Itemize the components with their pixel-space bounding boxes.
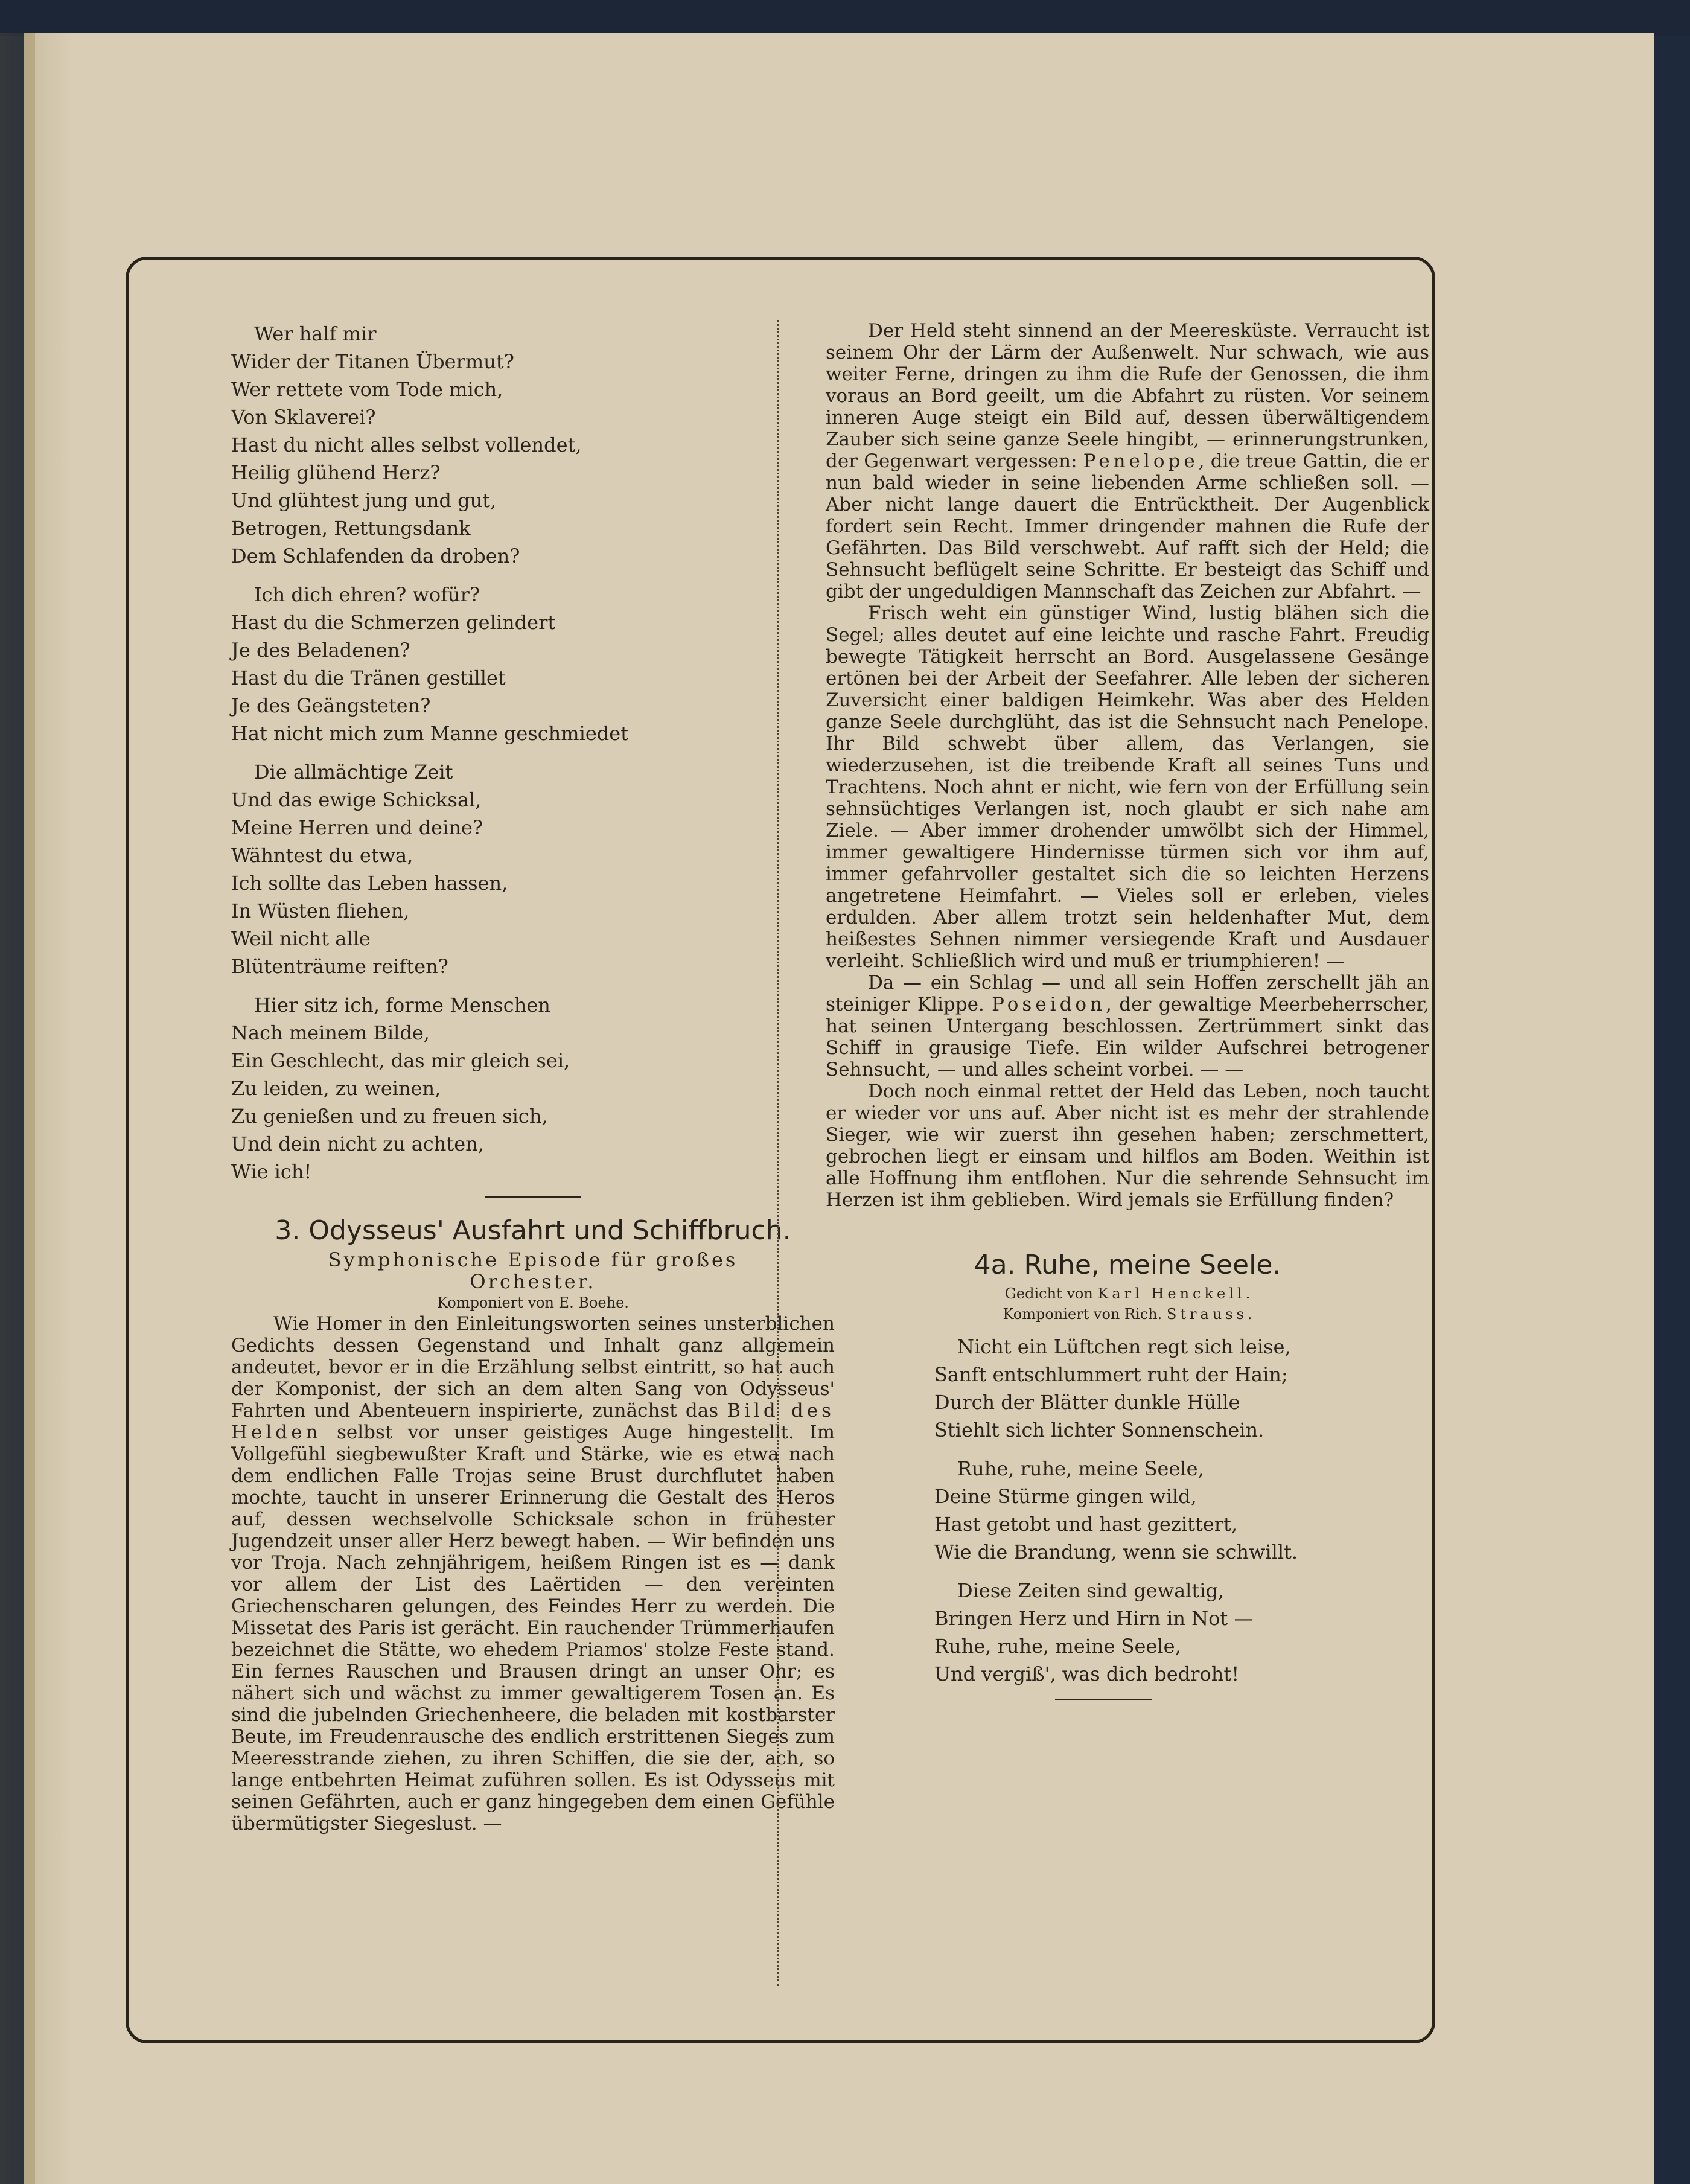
paragraph bbox=[826, 972, 1429, 1081]
section-4a-composer-credit bbox=[826, 1304, 1429, 1324]
poem-line: Ich dich ehren? wofür? bbox=[254, 583, 480, 606]
poem-stanza bbox=[934, 1455, 1429, 1566]
left-column bbox=[231, 320, 835, 1834]
poem-line: Weil nicht alle bbox=[231, 927, 371, 950]
section-3-heading: 3. Odysseus' Ausfahrt und Schiffbruch. bbox=[275, 1215, 791, 1246]
poem-line: Ruhe, ruhe, meine Seele, bbox=[957, 1457, 1204, 1480]
content-frame bbox=[126, 257, 1435, 2043]
column-divider bbox=[777, 320, 779, 1986]
poem-line: Meine Herren und deine? bbox=[231, 816, 483, 839]
poem-line: Hast du die Tränen gestillet bbox=[231, 666, 506, 689]
text-run: , die treue Gattin, die er nun bald wieder in seine liebenden Arme schließen soll. — Aber nicht lange dauert die Entrücktheit. Der Augenblick fordert sein Recht. Immer dringender mahnen die Rufe der Gefährten. Das Bild verschwebt. Auf rafft sich der Held; die Sehnsucht beflügelt seine Schritte. Er besteigt das Schiff und gibt der ungeduldigen Mannschaft das Zeichen zur Abfahrt. — bbox=[826, 450, 1429, 602]
scan-background bbox=[0, 0, 1690, 36]
poem-line: Hast du die Schmerzen gelindert bbox=[231, 611, 556, 634]
poem-line: Nicht ein Lüftchen regt sich leise, bbox=[957, 1335, 1291, 1358]
text-run: selbst vor unser geistiges Auge hingestellt. Im Vollgefühl siegbewußter Kraft und Stärke, wie es etwa nach dem endlichen Falle Trojas seine Brust durchflutet haben mochte, taucht in unserer Erinnerung die Gestalt des Heros auf, dessen wechselvolle Schicksale schon in frühester Jugendzeit unser aller Herz bewegt haben. — Wir befinden uns vor Troja. Nach zehnjährigem, heißem Ringen ist es — dank vor allem der List des Laërtiden — den vereinten Griechenscharen gelungen, des Feindes Herr zu werden. Die Missetat des Paris ist gerächt. Ein rauchender Trümmerhaufen bezeichnet die Stätte, wo ehedem Priamos' stolze Feste stand. Ein fernes Rauschen und Brausen dringt an unser Ohr; es nähert sich und wächst zu immer gewaltigerem Tosen an. Es sind die jubelnden Griechenheere, die beladen mit kostbarster Beute, im Freudenrausche des endlich erstrittenen Sieges zum Meeresstrande ziehen, zu ihren Schiffen, die sie der, ach, so lange entbehrten Heimat zuführen sollen. Es ist Odysseus mit seinen Gefährten, auch er ganz hingegeben dem einen Gefühle übermütigster Siegeslust. — bbox=[231, 1422, 835, 1834]
page bbox=[24, 33, 1654, 2184]
spaced-text: Poseidon bbox=[992, 994, 1106, 1015]
poem-line: Und das ewige Schicksal, bbox=[231, 788, 482, 811]
poem-line: Hast du nicht alles selbst vollendet, bbox=[231, 433, 582, 456]
section-3-text bbox=[231, 1313, 835, 1834]
poem-stanza bbox=[934, 1333, 1429, 1444]
poem-prometheus bbox=[231, 320, 835, 1186]
paragraph: Frisch weht ein günstiger Wind, lustig blähen sich die Segel; alles deutet auf eine leichte und rasche Fahrt. Freudig bewegte Tätigkeit herrscht an Bord. Ausgelassene Gesänge ertönen bei der Arbeit der Seefahrer. Alle leben der sicheren Zuversicht einer baldigen Heimkehr. Was aber des Helden ganze Seele durchglüht, das ist die Sehnsucht nach Penelope. Ihr Bild schwebt über allem, das Verlangen, sie wiederzusehen, ist die treibende Kraft all seines Tuns und Trachtens. Noch ahnt er nicht, wie fern von der Erfüllung sein sehnsüchtiges Verlangen ist, noch glaubt er sich nahe am Ziele. — Aber immer drohender umwölbt sich der Himmel, immer gewaltigere Hindernisse türmen sich vor ihm auf, immer gefahrvoller gestaltet sich die so leichten Herzens angetretene Heimfahrt. — Vieles soll er erleben, vieles erdulden. Aber allem trotzt sein heldenhafter Mut, dem heißestes Sehnen nimmer versiegende Kraft und Ausdauer verleiht. Schließlich wird und muß er triumphieren! — bbox=[826, 602, 1429, 972]
poem-stanza bbox=[231, 320, 835, 570]
poem-line: Die allmächtige Zeit bbox=[254, 761, 453, 784]
section-4a-heading: 4a. Ruhe, meine Seele. bbox=[974, 1250, 1281, 1280]
section-divider bbox=[485, 1196, 581, 1198]
poem-line: Ein Geschlecht, das mir gleich sei, bbox=[231, 1049, 570, 1072]
poem-ruhe-meine-seele bbox=[934, 1333, 1429, 1688]
paragraph: Doch noch einmal rettet der Held das Leben, noch taucht er wieder vor uns auf. Aber nicht ist es mehr der strahlende Sieger, wie wir zuerst ihn gesehen haben; zerschmettert, gebrochen liegt er einsam und hilflos am Boden. Weithin ist alle Hoffnung ihm entflohen. Nur die sehrende Sehnsucht im Herzen ist ihm geblieben. Wird jemals sie Erfüllung finden? bbox=[826, 1081, 1429, 1211]
section-3-composer-credit: Komponiert von E. Boehe. bbox=[437, 1294, 629, 1311]
text-run: Wie Homer in den Einleitungsworten seines unsterblichen Gedichts dessen Gegenstand und Inhalt ganz allgemein andeutet, bevor er in die Erzählung selbst eintritt, so hat auch der Komponist, der sich an dem alten Sang von Odysseus' Fahrten und Abenteuern inspirierte, zunächst das bbox=[231, 1313, 835, 1422]
poem-line: Hier sitz ich, forme Menschen bbox=[254, 994, 550, 1017]
spaced-text: Strauss bbox=[1166, 1306, 1248, 1323]
poem-line: Ruhe, ruhe, meine Seele, bbox=[934, 1635, 1181, 1658]
poem-line: Hat nicht mich zum Manne geschmiedet bbox=[231, 722, 629, 745]
section-3-text-continued bbox=[826, 320, 1429, 1211]
section-3-subtitle: Orchester. bbox=[470, 1270, 596, 1293]
paragraph bbox=[231, 1313, 835, 1834]
spaced-text: Penelope bbox=[1083, 450, 1199, 472]
poem-line: Wie ich! bbox=[231, 1160, 312, 1183]
poem-line: Heilig glühend Herz? bbox=[231, 461, 441, 484]
poem-line: Und glühtest jung und gut, bbox=[231, 489, 497, 512]
poem-stanza bbox=[231, 581, 835, 747]
poem-line: Durch der Blätter dunkle Hülle bbox=[934, 1391, 1240, 1414]
text-run: . bbox=[1245, 1285, 1251, 1302]
paragraph bbox=[826, 320, 1429, 602]
right-column bbox=[826, 320, 1429, 1715]
poem-stanza bbox=[231, 758, 835, 980]
text-run: Gedicht von bbox=[1004, 1285, 1098, 1302]
poem-line: Nach meinem Bilde, bbox=[231, 1021, 430, 1044]
poem-line: Stiehlt sich lichter Sonnenschein. bbox=[934, 1419, 1264, 1442]
poem-line: Je des Beladenen? bbox=[231, 639, 410, 662]
spaced-text: Bild des Helden bbox=[231, 1400, 835, 1443]
poem-line: Betrogen, Rettungsdank bbox=[231, 517, 471, 540]
poem-line: Zu genießen und zu freuen sich, bbox=[231, 1105, 548, 1128]
poem-stanza bbox=[231, 991, 835, 1186]
poem-line: Je des Geängsteten? bbox=[231, 694, 431, 717]
poem-line: In Wüsten fliehen, bbox=[231, 899, 410, 922]
poem-line: Wie die Brandung, wenn sie schwillt. bbox=[934, 1541, 1298, 1563]
poem-line: Wer half mir bbox=[254, 322, 377, 345]
poem-line: Wähntest du etwa, bbox=[231, 844, 413, 867]
poem-line: Dem Schlafenden da droben? bbox=[231, 544, 520, 567]
section-4a-poet-credit bbox=[826, 1283, 1429, 1304]
poem-line: Von Sklaverei? bbox=[231, 406, 376, 429]
text-run: Da — ein Schlag — und all sein Hoffen zerschellt jäh an steiniger Klippe. bbox=[826, 972, 1429, 1015]
poem-line: Wer rettete vom Tode mich, bbox=[231, 378, 503, 401]
text-run: . bbox=[1247, 1306, 1252, 1323]
text-run: , der gewaltige Meerbeherrscher, hat seinen Untergang beschlossen. Zertrümmert sinkt das Schiff in grausige Tiefe. Ein wilder Aufschrei betrogener Sehnsucht, — und alles scheint vorbei. — — bbox=[826, 994, 1429, 1081]
poem-line: Sanft entschlummert ruht der Hain; bbox=[934, 1363, 1288, 1386]
poem-line: Deine Stürme gingen wild, bbox=[934, 1485, 1197, 1508]
poem-line: Hast getobt und hast gezittert, bbox=[934, 1513, 1238, 1536]
section-end-divider bbox=[1055, 1699, 1152, 1700]
poem-line: Bringen Herz und Hirn in Not — bbox=[934, 1607, 1254, 1630]
poem-stanza bbox=[934, 1577, 1429, 1688]
spaced-text: Karl Henckell bbox=[1097, 1285, 1246, 1302]
poem-line: Diese Zeiten sind gewaltig, bbox=[957, 1579, 1225, 1602]
poem-line: Zu leiden, zu weinen, bbox=[231, 1077, 441, 1100]
poem-line: Wider der Titanen Übermut? bbox=[231, 350, 514, 373]
poem-line: Blütenträume reiften? bbox=[231, 955, 448, 978]
poem-line: Und vergiß', was dich bedroht! bbox=[934, 1662, 1240, 1685]
text-run: Komponiert von Rich. bbox=[1003, 1306, 1167, 1323]
text-run: Der Held steht sinnend an der Meeresküste. Verraucht ist seinem Ohr der Lärm der Außenwelt. Nur schwach, wie aus weiter Ferne, dringen zu ihm die Rufe der Genossen, die ihm voraus an Bord geeilt, um die Abfahrt zu rüsten. Vor seinem inneren Auge steigt ein Bild auf, dessen überwältigendem Zauber sich seine ganze Seele hingibt, — erinnerungstrunken, der Gegenwart vergessen: bbox=[826, 320, 1429, 472]
poem-line: Ich sollte das Leben hassen, bbox=[231, 872, 508, 895]
section-3-subtitle: Symphonische Episode für großes bbox=[328, 1248, 738, 1271]
poem-line: Und dein nicht zu achten, bbox=[231, 1132, 484, 1155]
